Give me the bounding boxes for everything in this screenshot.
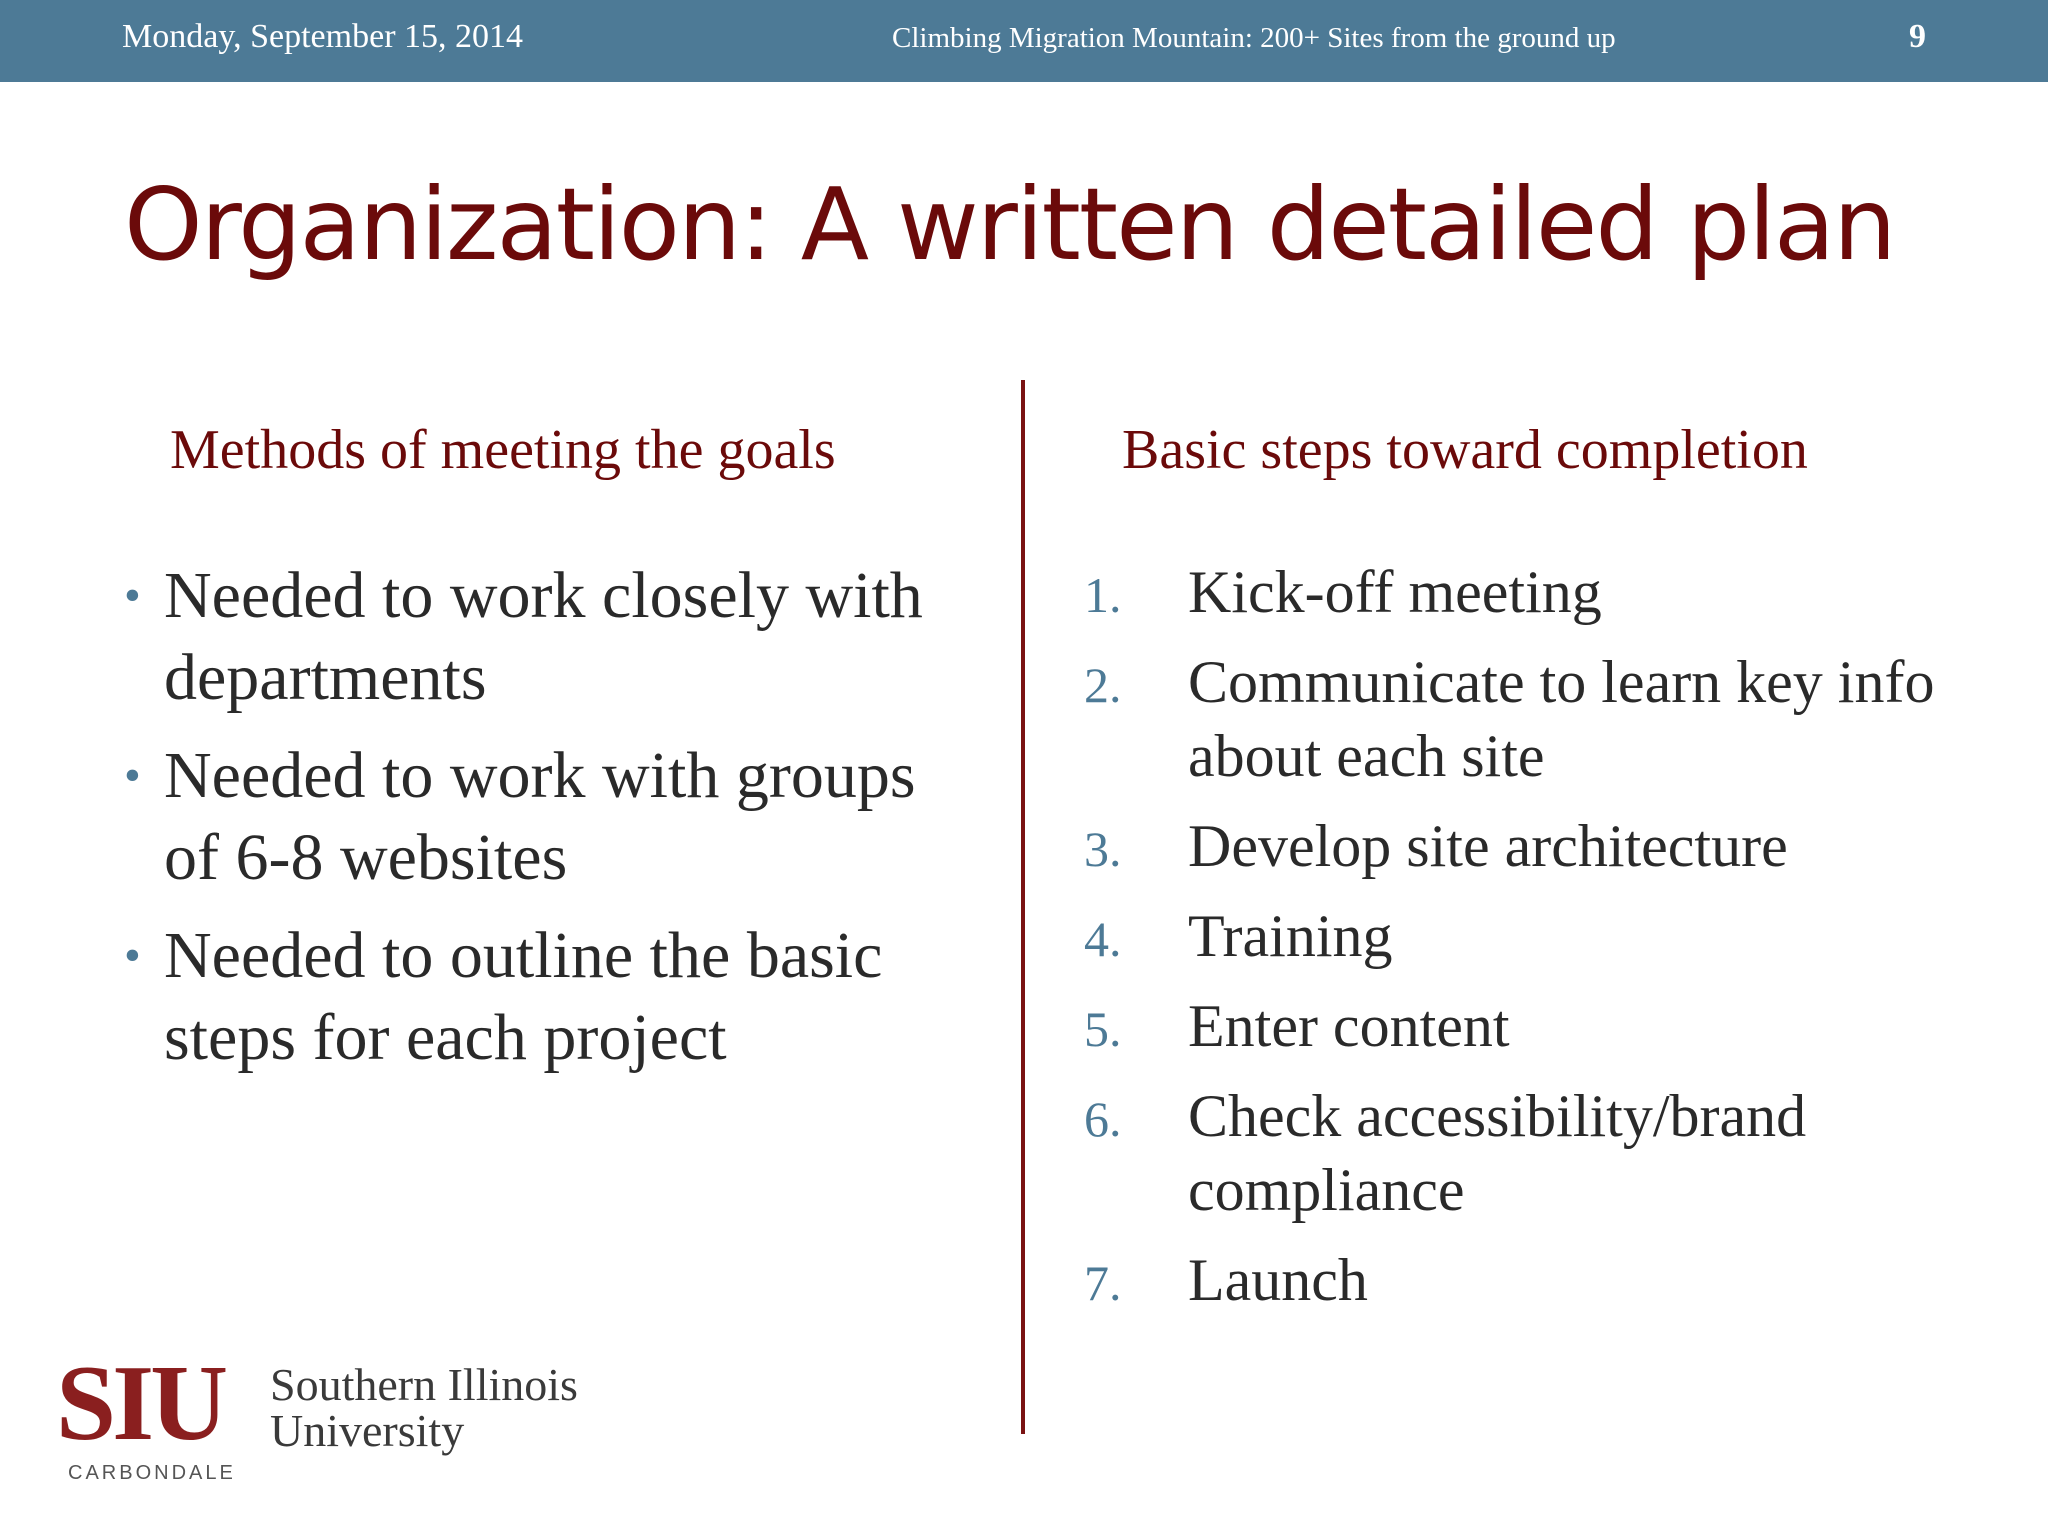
- bullet-dot-icon: •: [124, 749, 141, 802]
- step-item: [1080, 645, 2020, 793]
- siu-logo: [56, 1344, 656, 1490]
- siu-logo-mark: SIU: [56, 1344, 225, 1463]
- bullet-dot-icon: •: [124, 929, 141, 982]
- bullet-dot-icon: •: [124, 569, 141, 622]
- step-text: Training: [1188, 903, 1393, 969]
- siu-logo-name-line1: Southern Illinois: [270, 1359, 578, 1410]
- bullet-text: Needed to work closely with departments: [164, 559, 923, 714]
- step-item: [1080, 1243, 2020, 1317]
- page-number: 9: [1909, 18, 1926, 55]
- step-item: [1080, 1079, 2020, 1227]
- header-bar: [0, 0, 2048, 82]
- step-item: [1080, 555, 2020, 629]
- step-number: 7.: [1084, 1255, 1122, 1311]
- left-column-heading: Methods of meeting the goals: [170, 419, 836, 481]
- step-number: 5.: [1084, 1001, 1122, 1057]
- step-text: Enter content: [1188, 993, 1510, 1059]
- slide-title: Organization: A written detailed plan: [124, 166, 1895, 283]
- step-text: Kick-off meeting: [1188, 559, 1602, 625]
- step-item: [1080, 899, 2020, 973]
- siu-logo-name-line2: University: [270, 1405, 465, 1456]
- bullet-item: [120, 915, 980, 1079]
- bullet-text: Needed to work with groups of 6-8 websites: [164, 739, 916, 894]
- bullet-item: [120, 555, 980, 719]
- step-item: [1080, 809, 2020, 883]
- header-date: Monday, September 15, 2014: [122, 18, 524, 55]
- step-text: Communicate to learn key info about each site: [1188, 649, 1935, 789]
- right-column-heading: Basic steps toward completion: [1122, 419, 1808, 481]
- header-presentation-title: Climbing Migration Mountain: 200+ Sites from the ground up: [892, 22, 1616, 54]
- step-text: Check accessibility/brand compliance: [1188, 1083, 1807, 1223]
- step-number: 1.: [1084, 567, 1122, 623]
- bullet-text: Needed to outline the basic steps for each project: [164, 919, 883, 1074]
- siu-logo-carbondale: CARBONDALE: [68, 1462, 236, 1484]
- siu-logo-name: [270, 1359, 578, 1456]
- step-item: [1080, 989, 2020, 1063]
- steps-numbered-list: [1080, 555, 2020, 1333]
- step-number: 6.: [1084, 1091, 1122, 1147]
- methods-bullet-list: [120, 555, 980, 1095]
- column-divider: [1021, 380, 1025, 1434]
- step-number: 2.: [1084, 657, 1122, 713]
- step-number: 4.: [1084, 911, 1122, 967]
- step-text: Launch: [1188, 1247, 1368, 1313]
- bullet-item: [120, 735, 980, 899]
- step-number: 3.: [1084, 821, 1122, 877]
- step-text: Develop site architecture: [1188, 813, 1788, 879]
